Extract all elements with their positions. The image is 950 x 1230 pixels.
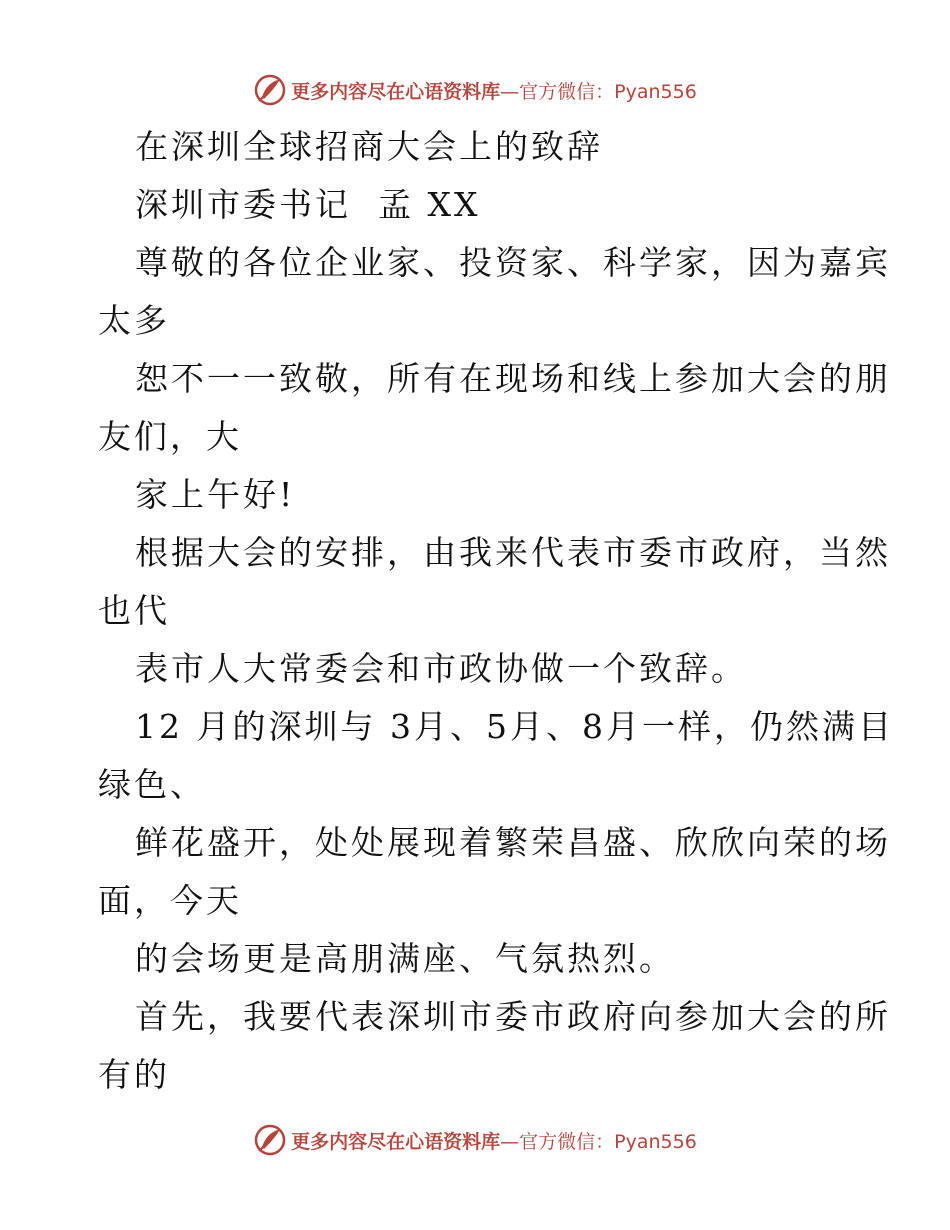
- document-line: 根据大会的安排，由我来代表市委市政府，当然: [135, 533, 891, 572]
- document-line: 首先，我要代表深圳市委市政府向参加大会的所: [135, 997, 891, 1036]
- footer-banner-text: [291, 1127, 697, 1154]
- document-body: [98, 118, 894, 1104]
- document-line: 面，今天: [98, 881, 242, 920]
- header-banner-text: [291, 77, 697, 104]
- document-line: 绿色、: [98, 765, 206, 804]
- document-author: 深圳市委书记 孟 XX: [135, 185, 481, 224]
- document-line: 12 月的深圳与 3月、5月、8月一样，仍然满目: [135, 707, 894, 746]
- document-line: 的会场更是高朋满座、气氛热烈。: [135, 939, 675, 978]
- header-banner: [0, 70, 950, 110]
- footer-banner-contact: 官方微信：Pyan556: [519, 1130, 697, 1153]
- document-line: 表市人大常委会和市政协做一个致辞。: [135, 649, 747, 688]
- pen-logo-icon: [253, 1123, 287, 1157]
- footer-banner-main: 更多内容尽在心语资料库: [291, 1130, 501, 1153]
- document-line: 恕不一一致敬，所有在现场和线上参加大会的朋: [135, 359, 891, 398]
- header-banner-main: 更多内容尽在心语资料库: [291, 80, 501, 103]
- header-banner-contact: 官方微信：Pyan556: [519, 80, 697, 103]
- footer-banner: [0, 1120, 950, 1160]
- document-line: 尊敬的各位企业家、投资家、科学家，因为嘉宾: [135, 243, 891, 282]
- document-lines: [98, 234, 894, 1104]
- pen-logo-icon: [253, 73, 287, 107]
- document-line: 有的: [98, 1055, 170, 1094]
- document-title: 在深圳全球招商大会上的致辞: [135, 127, 603, 166]
- footer-banner-dash: —: [500, 1130, 520, 1153]
- document-line: 鲜花盛开，处处展现着繁荣昌盛、欣欣向荣的场: [135, 823, 891, 862]
- document-line: 家上午好!: [135, 475, 296, 514]
- document-line: 也代: [98, 591, 170, 630]
- document-line: 友们，大: [98, 417, 242, 456]
- document-line: 太多: [98, 301, 170, 340]
- header-banner-dash: —: [500, 80, 520, 103]
